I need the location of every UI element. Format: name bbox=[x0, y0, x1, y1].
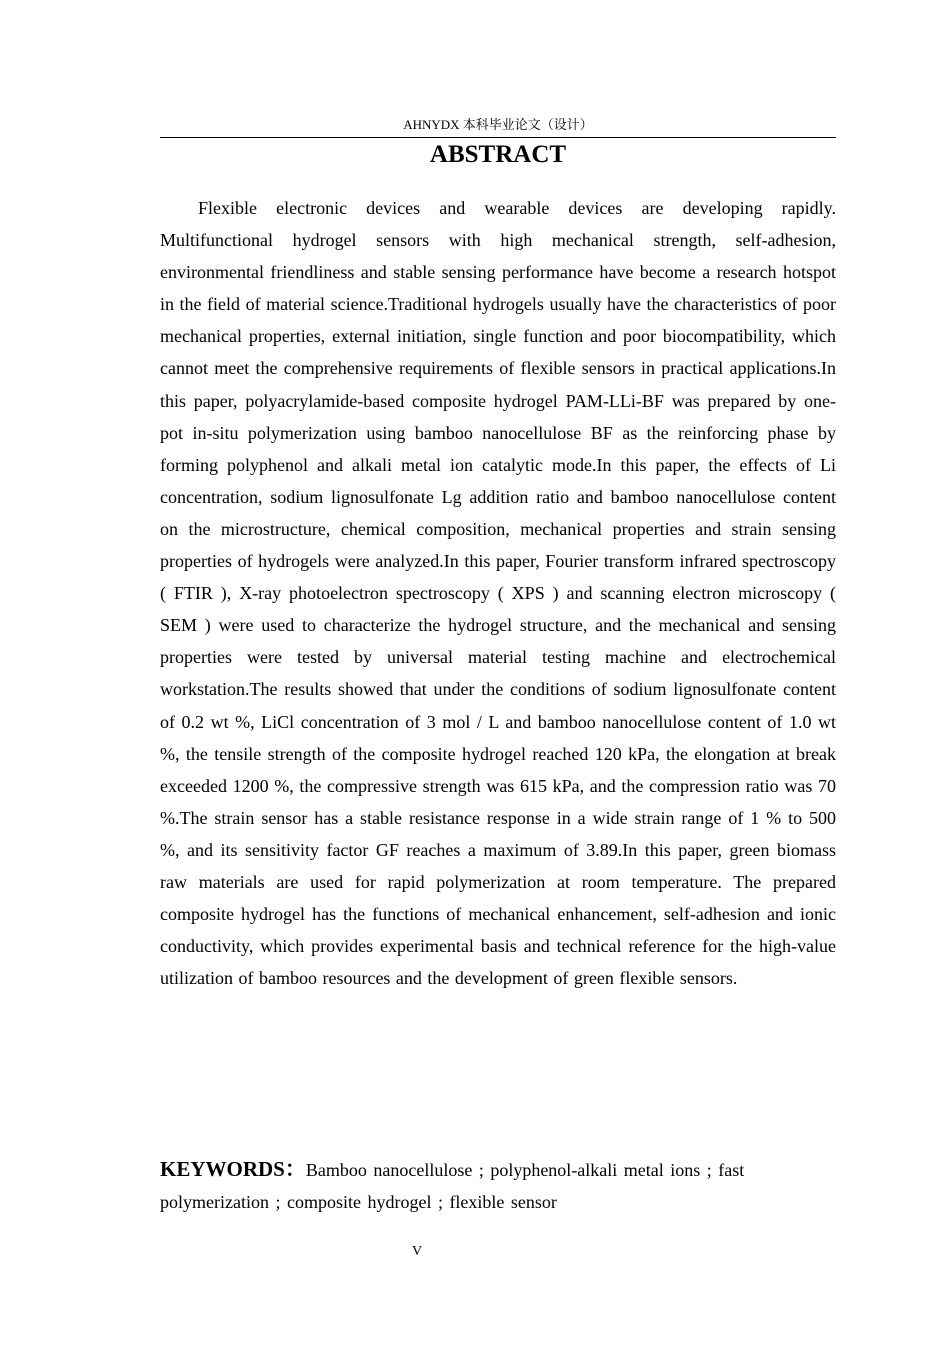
keywords-text: Bamboo nanocellulose ; polyphenol-alkali metal ions ; fast polymerization ; composite hydrogel ; flexible sensor bbox=[160, 1160, 745, 1212]
keywords-label: KEYWORDS： bbox=[160, 1157, 306, 1181]
page-number: V bbox=[411, 1244, 423, 1259]
page-header: AHNYDX 本科毕业论文（设计） bbox=[403, 117, 593, 132]
abstract-body: Flexible electronic devices and wearable devices are developing rapidly. Multifunctional hydrogel sensors with high mechanical strength, self-adhesion, environmental friendliness and stable sensing performance have become a research hotspot in the field of material science.Traditional hydrogels usually have the characteristics of poor mechanical properties, external initiation, single function and poor biocompatibility, which cannot meet the comprehensive requirements of flexible sensors in practical applications.In this paper, polyacrylamide-based composite hydrogel PAM-LLi-BF was prepared by one-pot in-situ polymerization using bamboo nanocellulose BF as the reinforcing phase by forming polyphenol and alkali metal ion catalytic mode.In this paper, the effects of Li concentration, sodium lignosulfonate Lg addition ratio and bamboo nanocellulose content on the microstructure, chemical composition, mechanical properties and strain sensing properties of hydrogels were analyzed.In this paper, Fourier transform infrared spectroscopy ( FTIR ), X-ray photoelectron spectroscopy ( XPS ) and scanning electron microscopy ( SEM ) were used to characterize the hydrogel structure, and the mechanical and sensing properties were tested by universal material testing machine and electrochemical workstation.The results showed that under the conditions of sodium lignosulfonate content of 0.2 wt %, LiCl concentration of 3 mol / L and bamboo nanocellulose content of 1.0 wt %, the tensile strength of the composite hydrogel reached 120 kPa, the elongation at break exceeded 1200 %, the compressive strength was 615 kPa, and the compression ratio was 70 %.The strain sensor has a stable resistance response in a wide strain range of 1 % to 500 %, and its sensitivity factor GF reaches a maximum of 3.89.In this paper, green biomass raw materials are used for rapid polymerization at room temperature. The prepared composite hydrogel has the functions of mechanical enhancement, self-adhesion and ionic conductivity, which provides experimental basis and technical reference for the high-value utilization of bamboo resources and the development of green flexible sensors. bbox=[160, 198, 836, 989]
header-rule bbox=[160, 137, 836, 138]
keywords-line bbox=[160, 1153, 810, 1218]
abstract-title: ABSTRACT bbox=[429, 141, 567, 168]
